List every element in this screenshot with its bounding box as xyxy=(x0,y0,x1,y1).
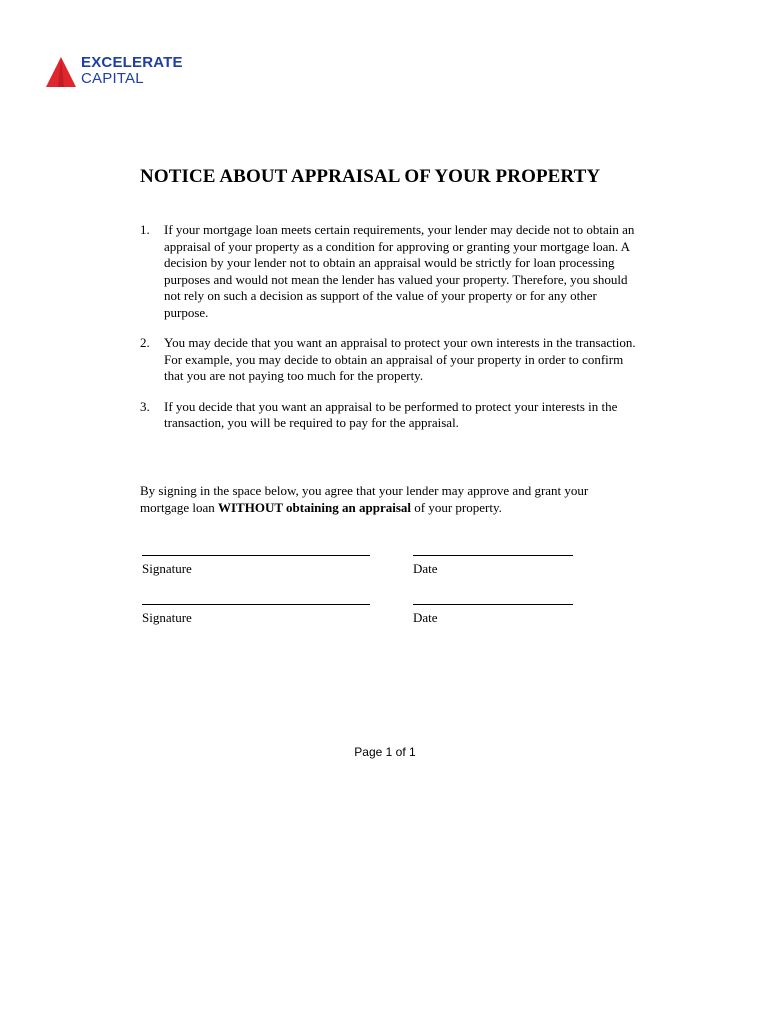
list-item-number: 1. xyxy=(140,222,150,237)
agreement-emphasis: WITHOUT obtaining an appraisal xyxy=(217,500,411,515)
logo-line-1: EXCELERATE xyxy=(81,54,183,71)
list-item-number: 2. xyxy=(140,335,150,350)
agreement-text-start: By signing in the space below, you agree that your lender may approve and grant your mortgage loan xyxy=(140,483,589,515)
logo-line-2: CAPITAL xyxy=(81,70,144,87)
signature-label: Signature xyxy=(142,610,192,625)
logo-wordmark xyxy=(81,55,183,87)
list-item-text: You may decide that you want an appraisal to protect your own interests in the transaction. For example, you may decide to obtain an appraisal of your property in order to confirm that you are not paying too much for the property. xyxy=(164,335,636,383)
list-item-number: 3. xyxy=(140,398,150,414)
agreement-text-end: of your property. xyxy=(411,500,502,515)
list-item xyxy=(140,222,640,321)
page-title: NOTICE ABOUT APPRAISAL OF YOUR PROPERTY xyxy=(140,166,601,187)
date-label: Date xyxy=(413,610,438,625)
list-item-text: If your mortgage loan meets certain requirements, your lender may decide not to obtain an appraisal of your property as a condition for approving or granting your mortgage loan. A decision by your lender not to obtain an appraisal would be strictly for loan processing purposes and would not mean the lender has valued your property. Therefore, you should not rely on such a decision as support of the value of your property or for any other purpose. xyxy=(164,222,635,320)
company-logo xyxy=(46,55,186,91)
page-number: Page 1 of 1 xyxy=(354,745,416,759)
signature-label: Signature xyxy=(142,561,192,576)
date-line[interactable] xyxy=(413,604,573,605)
agreement-paragraph xyxy=(140,482,640,516)
triangle-logo-icon xyxy=(46,57,76,89)
signature-line[interactable] xyxy=(142,555,370,556)
list-item-text: If you decide that you want an appraisal to be performed to protect your interests in the transaction, you will be required to pay for the appraisal. xyxy=(164,398,618,430)
list-item xyxy=(140,399,640,432)
date-line[interactable] xyxy=(413,555,573,556)
list-item xyxy=(140,335,640,385)
notice-list xyxy=(140,222,640,446)
date-label: Date xyxy=(413,561,438,576)
signature-line[interactable] xyxy=(142,604,370,605)
